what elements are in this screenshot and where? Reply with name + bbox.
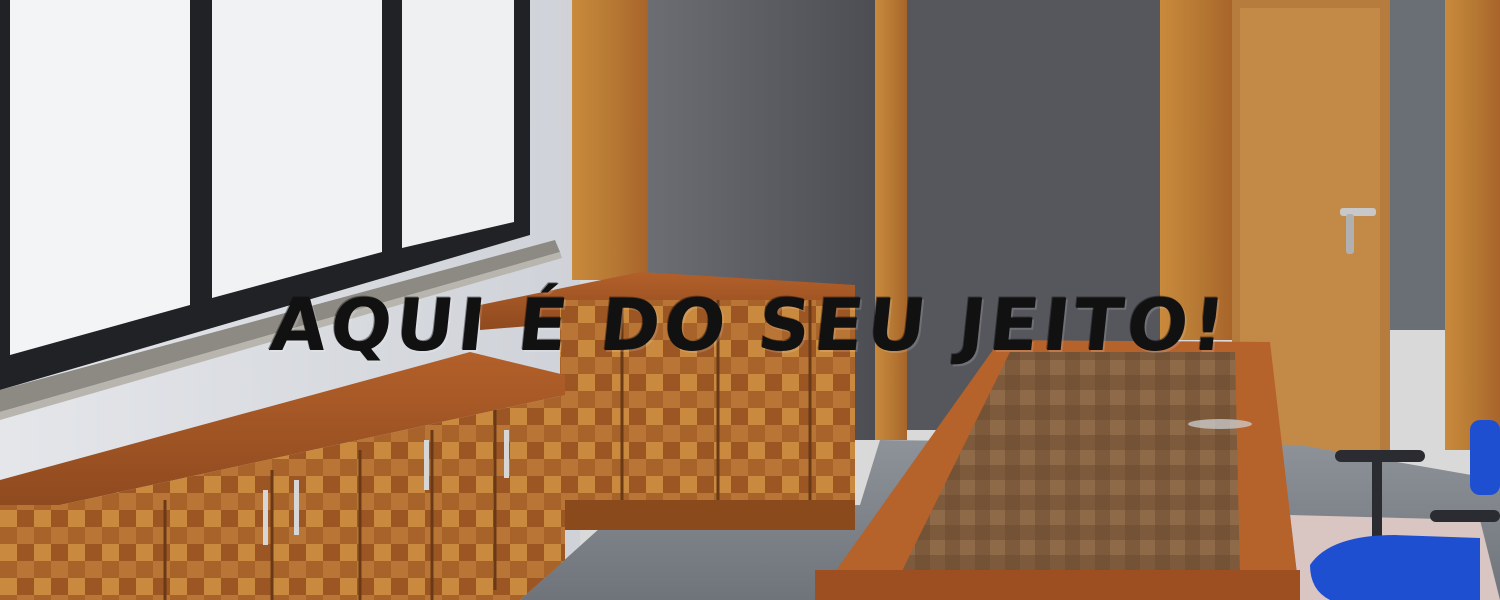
headline: AQUI É DO SEU JEITO! [266, 283, 1234, 367]
